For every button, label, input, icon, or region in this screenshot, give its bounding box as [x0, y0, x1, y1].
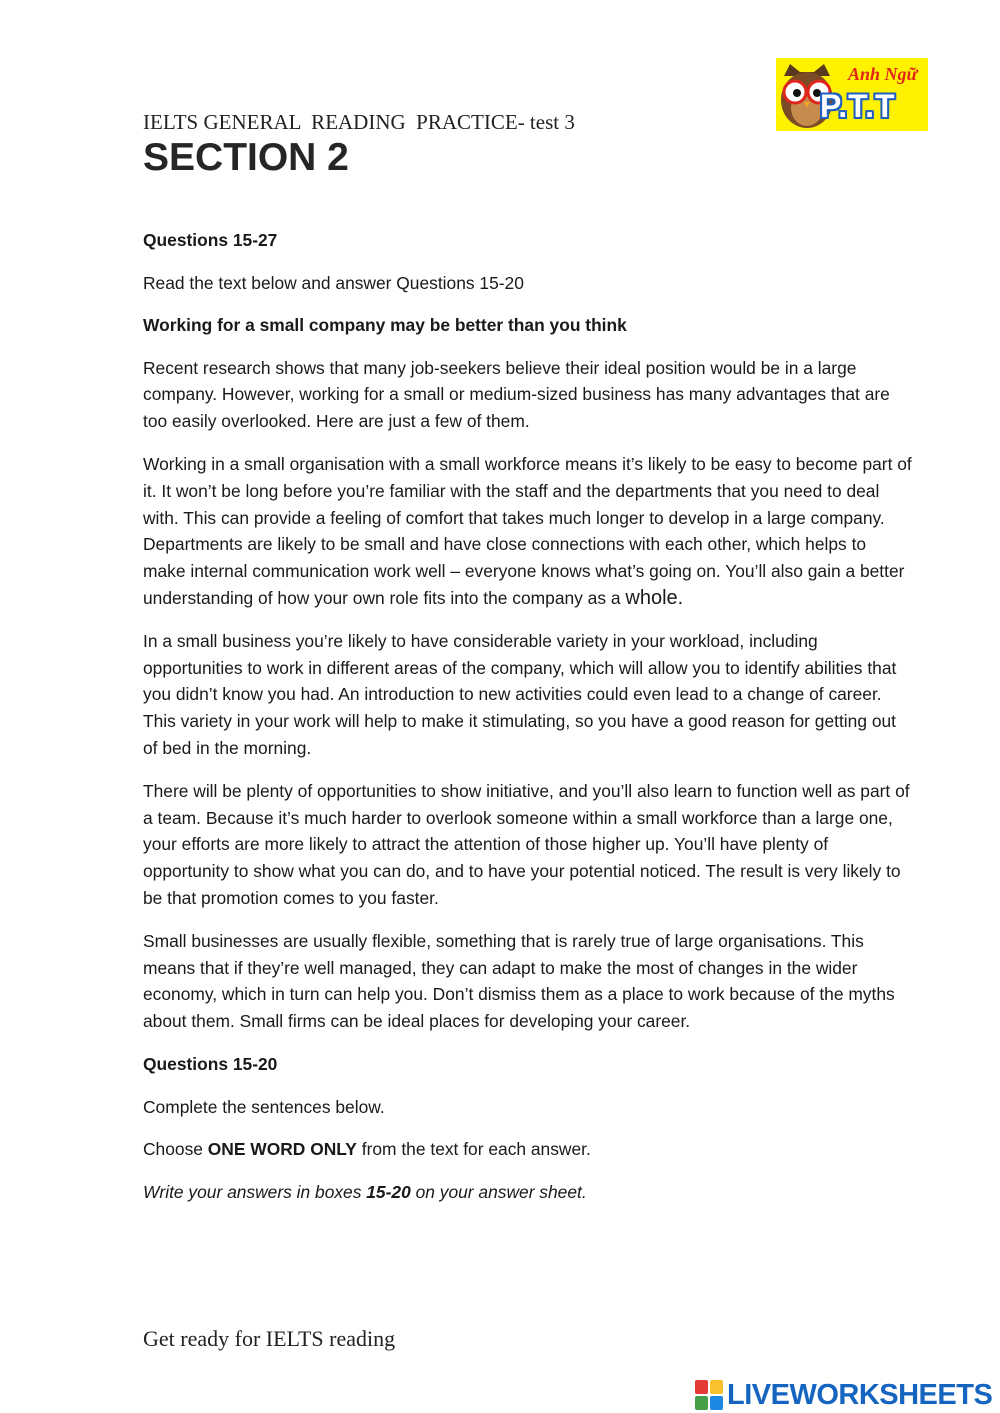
article-title: Working for a small company may be better than you think — [143, 315, 627, 335]
choose-prefix: Choose — [143, 1139, 208, 1160]
write-prefix: Write your answers in boxes — [143, 1181, 367, 1202]
read-instruction: Read the text below and answer Questions 15-20 — [143, 272, 524, 293]
paragraph-4: There will be plenty of opportunities to show initiative, and you’ll also learn to function well as part of a team. Because it’s much harder to overlook someone within a small workforce than a large one, your efforts are more likely to attract the attention of those higher up. You’ll have plenty of opportunity to show what you can do, and to have your potential noticed. The result is very likely to be that promotion comes to you faster. — [143, 780, 910, 908]
section-title: SECTION 2 — [143, 136, 349, 179]
questions-heading: Questions 15-20 — [143, 1054, 278, 1075]
liveworksheets-icon-square — [695, 1380, 708, 1394]
liveworksheets-icon — [695, 1380, 723, 1410]
complete-instruction: Complete the sentences below. — [143, 1096, 385, 1117]
logo-bottom-text: P.T.T — [820, 88, 896, 124]
liveworksheets-icon-square — [710, 1380, 723, 1394]
write-instruction — [143, 1179, 913, 1205]
paragraph-2-text: Working in a small organisation with a small workforce means it’s likely to be easy to become part of it. It won’t be long before you’re familiar with the staff and the departments that you need to deal with. This can provide a feeling of comfort that takes much longer to develop in a large company. Departments are likely to be small and have close connections with each other, which helps to make internal communication work well – everyone knows what’s going on. You’ll also gain a better understanding of how your own role fits into the company as a — [143, 454, 912, 608]
liveworksheets-wordmark: LIVEWORKSHEETS — [727, 1378, 993, 1411]
choose-bold: ONE WORD ONLY — [207, 1139, 357, 1160]
ptt-logo — [776, 58, 928, 131]
liveworksheets-icon-square — [695, 1396, 708, 1410]
paragraph-5: Small businesses are usually flexible, something that is rarely true of large organisations. This means that if they’re well managed, they can adapt to make the most of changes in the wider economy, which in turn can help you. Don’t dismiss them as a place to work because of the myths about them. Small firms can be ideal places for developing your career. — [143, 930, 895, 1031]
choose-suffix: from the text for each answer. — [356, 1139, 591, 1160]
worksheet-content — [143, 227, 913, 1221]
questions-range-heading: Questions 15-27 — [143, 230, 278, 250]
write-suffix: on your answer sheet. — [410, 1181, 587, 1202]
document-title: IELTS GENERAL READING PRACTICE- test 3 — [143, 110, 575, 134]
paragraph-2 — [143, 451, 913, 611]
choose-instruction — [143, 1136, 913, 1162]
paragraph-3: In a small business you’re likely to have considerable variety in your workload, including opportunities to work in different areas of the company, which will allow you to identify abilities that you didn’t know you had. An introduction to new activities could even lead to a change of career. This variety in your work will help to make it stimulating, so you have a good reason for getting out of bed in the morning. — [143, 630, 897, 758]
paragraph-1: Recent research shows that many job-seekers believe their ideal position would be in a large company. However, working for a small or medium-sized business has many advantages that are too easily overlooked. Here are just a few of them. — [143, 357, 890, 431]
write-bold: 15-20 — [366, 1181, 411, 1202]
liveworksheets-icon-square — [710, 1396, 723, 1410]
footer-text: Get ready for IELTS reading — [143, 1326, 396, 1351]
logo-top-text: Anh Ngữ — [848, 64, 918, 84]
liveworksheets-brand[interactable] — [695, 1378, 992, 1412]
paragraph-2-last-word: whole. — [625, 586, 684, 609]
